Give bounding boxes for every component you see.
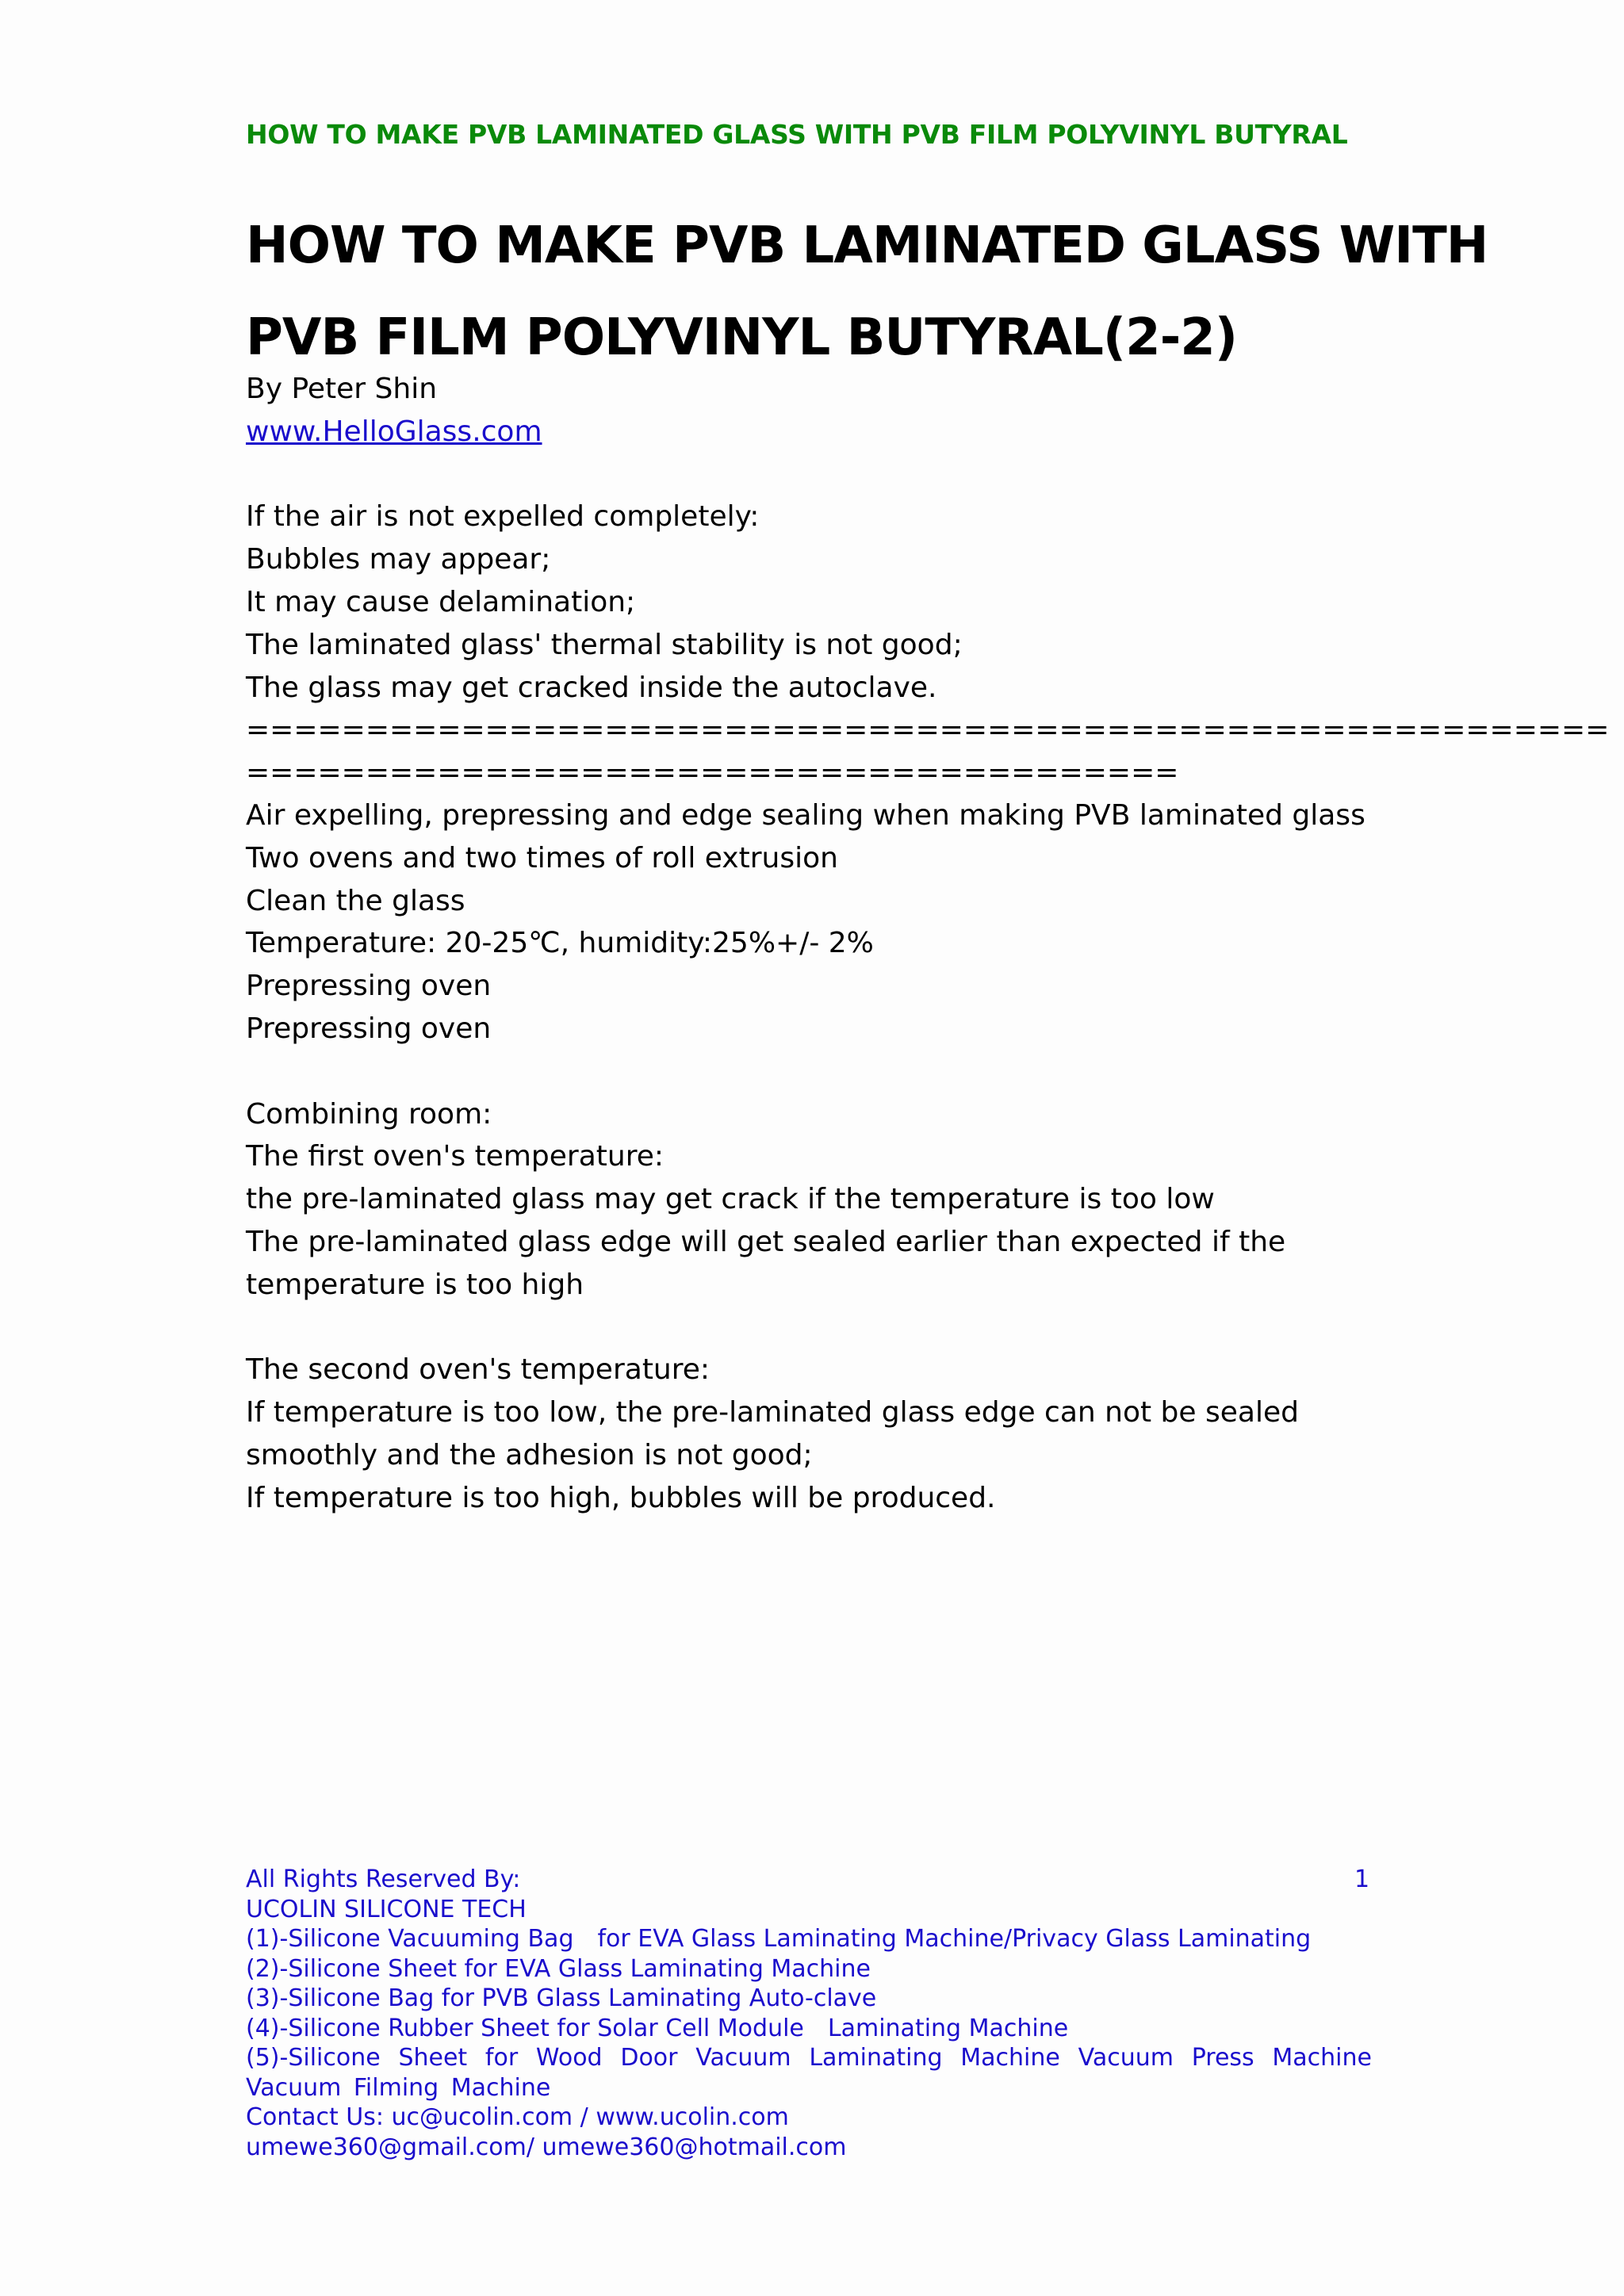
website-link[interactable]: www.HelloGlass.com [246,415,542,448]
footer-contact: Contact Us: uc@ucolin.com / www.ucolin.com [246,2103,789,2131]
page-footer [246,1865,1372,2162]
air-item: The glass may get cracked inside the autoclave. [246,671,937,704]
document-body [246,368,1610,1520]
blank-line [246,453,1396,496]
process-line: Clean the glass [246,884,465,917]
first-oven-high-temp: The pre-laminated glass edge will get sealed earlier than expected if the temperature is too high [246,1225,1286,1301]
second-oven-high-temp: If temperature is too high, bubbles will be produced. [246,1481,996,1514]
blank-line [246,1050,1396,1093]
second-oven-low-temp: If temperature is too low, the pre-laminated glass edge can not be sealed smoothly and the adhesion is not good; [246,1396,1299,1471]
air-item: The laminated glass' thermal stability is not good; [246,628,963,661]
process-line: Prepressing oven [246,970,492,1003]
website-line [246,411,1396,453]
footer-emails: umewe360@gmail.com/ umewe360@hotmail.com [246,2133,847,2161]
page-title-line-2: PVB FILM POLYVINYL BUTYRAL(2-2) [246,308,1238,367]
page-title [246,200,1488,384]
first-oven-low-temp: the pre-laminated glass may get crack if the temperature is too low [246,1183,1215,1216]
page-title-line-1: HOW TO MAKE PVB LAMINATED GLASS WITH [246,216,1488,275]
blank-line [246,1307,1396,1349]
footer-product: (5)-Silicone Sheet for Wood Door Vacuum Laminating Machine Vacuum Press Machine Vacuum Filming Machine [246,2044,1372,2102]
footer-product: (1)-Silicone Vacuuming Bag for EVA Glass Laminating Machine/Privacy Glass Laminating [246,1925,1312,1953]
air-item: It may cause delamination; [246,585,636,618]
author-byline: By Peter Shin [246,373,438,405]
footer-product: (2)-Silicone Sheet for EVA Glass Laminating Machine [246,1954,871,1983]
air-intro: If the air is not expelled completely: [246,500,760,534]
separator-line: ======================================= [246,756,1179,790]
process-line: Air expelling, prepressing and edge sealing when making PVB laminated glass [246,798,1365,832]
process-line: Prepressing oven [246,1012,492,1045]
air-item: Bubbles may appear; [246,543,551,576]
page-number: 1 [1354,1866,1370,1893]
process-line: Two ovens and two times of roll extrusion [246,841,838,874]
running-header: HOW TO MAKE PVB LAMINATED GLASS WITH PVB FILM POLYVINYL BUTYRAL [246,119,1348,150]
separator-line: ========================================================= [246,714,1610,747]
footer-rights: All Rights Reserved By: [246,1866,521,1893]
first-oven-heading: The first oven's temperature: [246,1140,664,1173]
combining-room-heading: Combining room: [246,1097,492,1131]
footer-product: (3)-Silicone Bag for PVB Glass Laminating Auto-clave [246,1984,877,2012]
footer-product: (4)-Silicone Rubber Sheet for Solar Cell Module Laminating Machine [246,2014,1069,2042]
second-oven-heading: The second oven's temperature: [246,1353,710,1387]
process-line: Temperature: 20-25℃, humidity:25%+/- 2% [246,927,874,960]
footer-company: UCOLIN SILICONE TECH [246,1895,527,1923]
